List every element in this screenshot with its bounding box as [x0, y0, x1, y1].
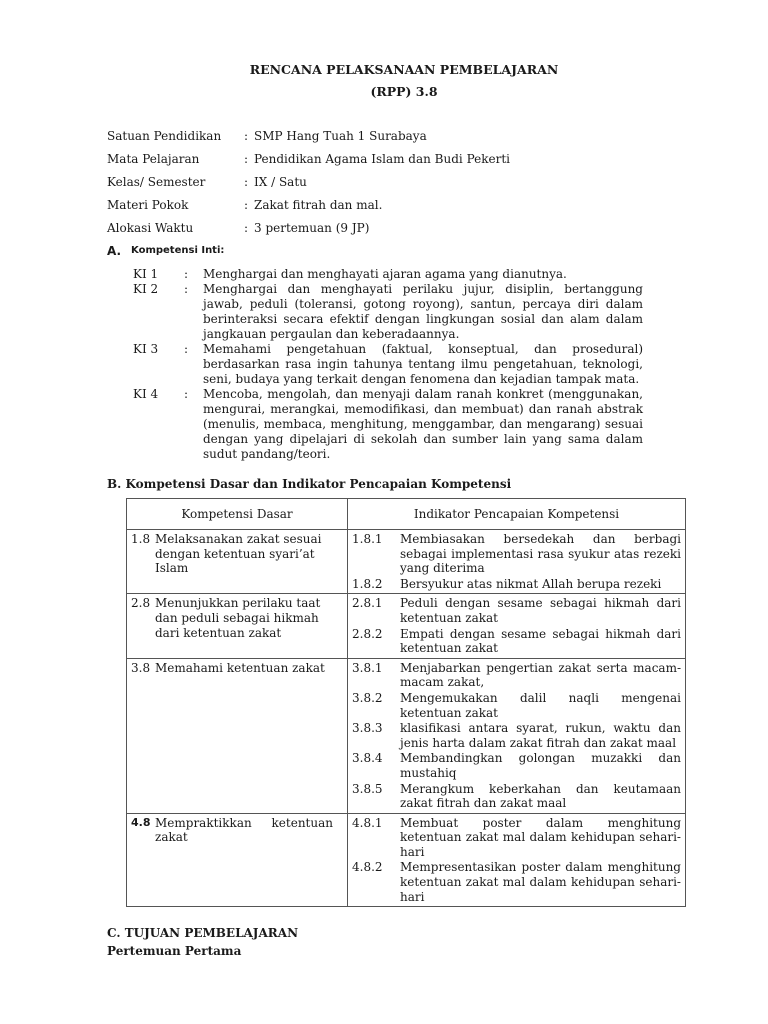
ki-text: Mencoba, mengolah, dan menyaji dalam ranah konkret (menggunakan, mengurai, merangkai, memodifikasi, dan membuat) dan ranah abstrak (menulis, membaca, menghitung, menggambar, dan mengarang) sesuai dengan yang dipelajari di sekolah dan sumber lain yang sama dalam sudut pandang/teori. [203, 387, 643, 461]
indicator-item [352, 691, 681, 720]
identity-colon: : [244, 175, 249, 189]
indicator-text: Bersyukur atas nikmat Allah berupa rezeki [400, 576, 662, 591]
table-row [127, 813, 686, 907]
indicator-item [352, 816, 681, 860]
kd-text: Mempraktikkan ketentuan zakat [155, 815, 333, 845]
identity-colon: : [244, 221, 249, 235]
ki-code: KI 2 [133, 282, 159, 296]
indicator-text: Merangkum keberkahan dan keutamaan zakat fitrah dan zakat maal [400, 781, 681, 811]
ki-text: Menghargai dan menghayati ajaran agama yang dianutnya. [203, 267, 567, 281]
indicator-item [352, 661, 681, 690]
identity-label: Satuan Pendidikan [107, 129, 222, 143]
identity-label: Alokasi Waktu [107, 221, 194, 235]
indicator-code: 4.8.1 [352, 815, 383, 830]
identity-value: Pendidikan Agama Islam dan Budi Pekerti [254, 152, 510, 166]
identity-label: Materi Pokok [107, 198, 189, 212]
kd-text: Menunjukkan perilaku taat dan peduli sebagai hikmah dari ketentuan zakat [155, 596, 321, 640]
kd-cell [127, 530, 348, 594]
indicator-text: Mempresentasikan poster dalam menghitung ketentuan zakat mal dalam kehidupan sehari-hari [400, 860, 681, 904]
indicator-code: 1.8.2 [352, 576, 383, 591]
table-row [127, 658, 686, 813]
indicator-item [352, 532, 681, 576]
competency-table [126, 498, 686, 907]
table-header-row [127, 499, 686, 530]
kd-cell [127, 658, 348, 813]
indicator-item [352, 860, 681, 904]
indicator-text: Mengemukakan dalil naqli mengenai ketentuan zakat [400, 690, 681, 720]
indicator-item [352, 782, 681, 811]
identity-label: Mata Pelajaran [107, 152, 200, 166]
identity-value: Zakat fitrah dan mal. [254, 198, 383, 212]
indicator-text: klasifikasi antara syarat, rukun, waktu dan jenis harta dalam zakat fitrah dan zakat maal [400, 721, 681, 750]
kd-text: Melaksanakan zakat sesuai dengan ketentuan syari’at Islam [155, 532, 322, 576]
indicator-code: 3.8.4 [352, 751, 383, 766]
column-header: Indikator Pencapaian Kompetensi [348, 499, 686, 530]
ki-colon: : [184, 387, 189, 401]
identity-value: IX / Satu [254, 175, 307, 189]
kd-number: 4.8 [131, 815, 151, 829]
kd-cell [127, 813, 348, 907]
section-c-title: C. TUJUAN PEMBELAJARAN [107, 926, 299, 940]
table-row [127, 594, 686, 658]
indicator-cell [348, 813, 686, 907]
section-a-letter: A. [107, 244, 122, 258]
indicator-item [352, 721, 681, 750]
indicator-text: Empati dengan sesame sebagai hikmah dari ketentuan zakat [400, 626, 681, 656]
section-c-subtitle: Pertemuan Pertama [107, 944, 242, 958]
indicator-text: Membandingkan golongan muzakki dan mustahiq [400, 751, 681, 780]
indicator-item [352, 627, 681, 656]
column-header: Kompetensi Dasar [127, 499, 348, 530]
indicator-text: Membuat poster dalam menghitung ketentuan zakat mal dalam kehidupan sehari-hari [400, 815, 681, 859]
table-row [127, 530, 686, 594]
indicator-cell [348, 530, 686, 594]
indicator-text: Peduli dengan sesame sebagai hikmah dari ketentuan zakat [400, 596, 681, 625]
identity-value: 3 pertemuan (9 JP) [254, 221, 370, 235]
identity-colon: : [244, 198, 249, 212]
indicator-cell [348, 658, 686, 813]
indicator-item [352, 577, 681, 592]
kd-cell [127, 594, 348, 658]
ki-code: KI 1 [133, 267, 159, 281]
indicator-code: 3.8.5 [352, 781, 383, 796]
ki-code: KI 4 [133, 387, 159, 401]
ki-colon: : [184, 342, 189, 356]
indicator-code: 2.8.1 [352, 596, 383, 611]
indicator-cell [348, 594, 686, 658]
section-a-title: Kompetensi Inti: [131, 245, 225, 256]
indicator-code: 4.8.2 [352, 860, 383, 875]
indicator-code: 1.8.1 [352, 532, 383, 546]
ki-colon: : [184, 282, 189, 296]
identity-value: SMP Hang Tuah 1 Surabaya [254, 129, 427, 143]
ki-code: KI 3 [133, 342, 159, 356]
section-b-title: B. Kompetensi Dasar dan Indikator Pencapaian Kompetensi [107, 477, 512, 491]
indicator-item [352, 596, 681, 625]
indicator-item [352, 751, 681, 780]
ki-colon: : [184, 267, 189, 281]
identity-colon: : [244, 129, 249, 143]
document-title: RENCANA PELAKSANAAN PEMBELAJARAN [249, 62, 559, 77]
ki-text: Menghargai dan menghayati perilaku jujur, disiplin, bertanggung jawab, peduli (toleransi, gotong royong), santun, percaya diri dalam berinteraksi secara efektif dengan lingkungan sosial dan alam dalam jangkauan pergaulan dan keberadaannya. [203, 282, 643, 341]
document-subtitle: (RPP) 3.8 [370, 84, 438, 99]
indicator-code: 3.8.1 [352, 660, 383, 675]
indicator-code: 3.8.2 [352, 690, 383, 705]
indicator-code: 2.8.2 [352, 626, 383, 641]
kd-text: Memahami ketentuan zakat [155, 660, 325, 675]
indicator-text: Menjabarkan pengertian zakat serta macam-macam zakat, [400, 660, 681, 690]
indicator-text: Membiasakan bersedekah dan berbagi sebagai implementasi rasa syukur atas rezeki yang diterima [400, 532, 681, 576]
identity-label: Kelas/ Semester [107, 175, 206, 189]
kd-number: 2.8 [131, 596, 151, 611]
kd-number: 3.8 [131, 660, 151, 675]
indicator-code: 3.8.3 [352, 721, 383, 736]
ki-text: Memahami pengetahuan (faktual, konseptual, dan prosedural) berdasarkan rasa ingin tahunya tentang ilmu pengetahuan, teknologi, seni, budaya yang terkait dengan fenomena dan kejadian tampak mata. [203, 342, 643, 386]
identity-colon: : [244, 152, 249, 166]
kd-number: 1.8 [131, 532, 151, 546]
